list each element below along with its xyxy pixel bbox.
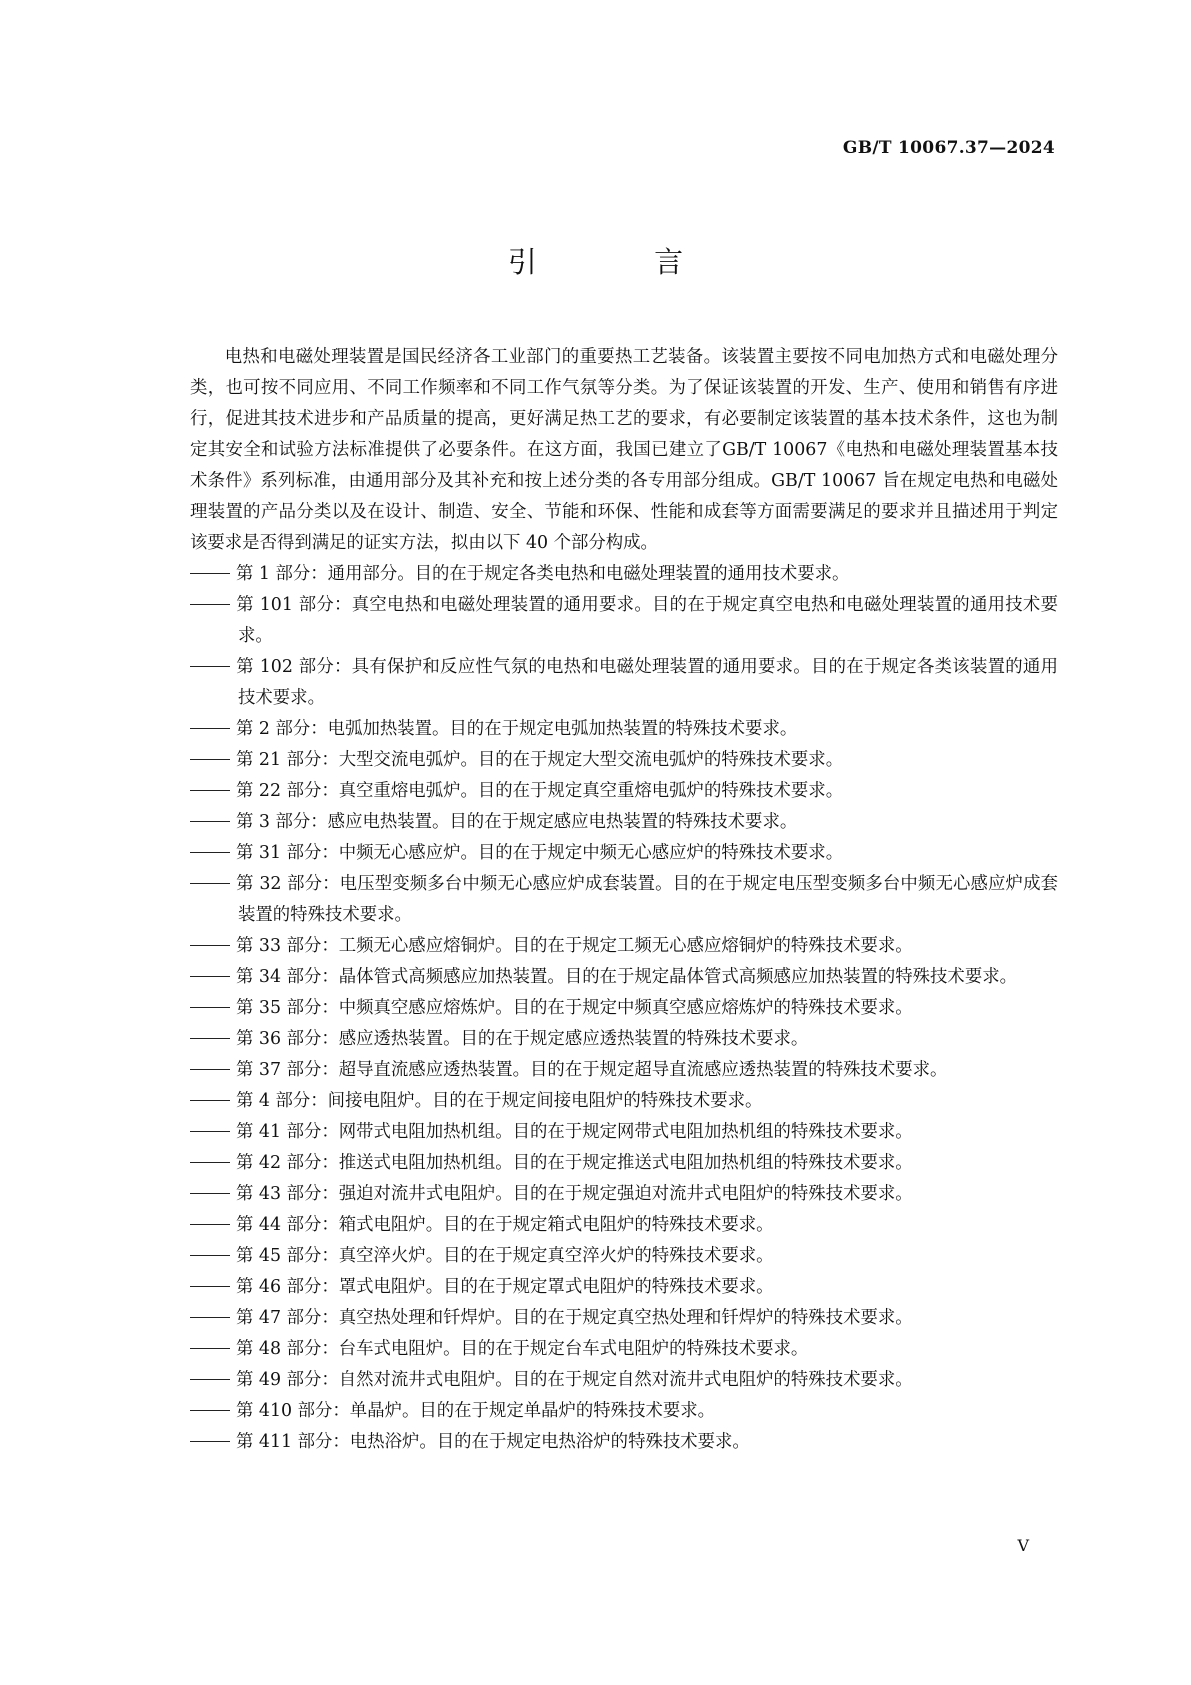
intro-paragraph: 电热和电磁处理装置是国民经济各工业部门的重要热工艺装备。该装置主要按不同电加热方式和电磁处理分类，也可按不同应用、不同工作频率和不同工作气氛等分类。为了保证该装置的开发、生产、使用和销售有序进行，促进其技术进步和产品质量的提高，更好满足热工艺的要求，有必要制定该装置的基本技术条件，这也为制定其安全和试验方法标准提供了必要条件。在这方面，我国已建立了GB/T 10067《电热和电磁处理装置基本技术条件》系列标准，由通用部分及其补充和按上述分类的各专用部分组成。GB/T 10067 旨在规定电热和电磁处理装置的产品分类以及在设计、制造、安全、节能和环保、性能和成套等方面需要满足的要求并且描述用于判定该要求是否得到满足的证实方法，拟由以下 40 个部分构成。 <box>190 347 1058 553</box>
em-dash <box>190 945 230 946</box>
em-dash <box>190 1286 230 1287</box>
list-item-text: 第 31 部分：中频无心感应炉。目的在于规定中频无心感应炉的特殊技术要求。 <box>236 843 844 863</box>
em-dash <box>190 852 230 853</box>
list-item-text: 第 41 部分：网带式电阻加热机组。目的在于规定网带式电阻加热机组的特殊技术要求。 <box>236 1122 913 1142</box>
list-item-text: 第 411 部分：电热浴炉。目的在于规定电热浴炉的特殊技术要求。 <box>236 1432 750 1452</box>
em-dash <box>190 1410 230 1411</box>
list-item-text: 第 3 部分：感应电热装置。目的在于规定感应电热装置的特殊技术要求。 <box>236 812 798 832</box>
list-item <box>190 745 1058 776</box>
list-item-text: 第 42 部分：推送式电阻加热机组。目的在于规定推送式电阻加热机组的特殊技术要求。 <box>236 1153 913 1173</box>
list-item-text: 第 46 部分：罩式电阻炉。目的在于规定罩式电阻炉的特殊技术要求。 <box>236 1277 774 1297</box>
list-item-text: 第 1 部分：通用部分。目的在于规定各类电热和电磁处理装置的通用技术要求。 <box>236 564 850 584</box>
list-item <box>190 1303 1058 1334</box>
em-dash <box>190 728 230 729</box>
em-dash <box>190 1069 230 1070</box>
list-item-text: 第 101 部分：真空电热和电磁处理装置的通用要求。目的在于规定真空电热和电磁处理装置的通用技术要求。 <box>236 595 1058 646</box>
list-item <box>190 1055 1058 1086</box>
em-dash <box>190 1317 230 1318</box>
list-item-text: 第 410 部分：单晶炉。目的在于规定单晶炉的特殊技术要求。 <box>236 1401 716 1421</box>
list-item <box>190 1334 1058 1365</box>
em-dash <box>190 821 230 822</box>
em-dash <box>190 1038 230 1039</box>
list-item <box>190 1427 1058 1458</box>
list-item <box>190 1210 1058 1241</box>
list-item <box>190 1117 1058 1148</box>
em-dash <box>190 1441 230 1442</box>
list-item <box>190 869 1058 931</box>
list-item-text: 第 45 部分：真空淬火炉。目的在于规定真空淬火炉的特殊技术要求。 <box>236 1246 774 1266</box>
em-dash <box>190 1224 230 1225</box>
list-item <box>190 776 1058 807</box>
em-dash <box>190 1007 230 1008</box>
list-item-text: 第 44 部分：箱式电阻炉。目的在于规定箱式电阻炉的特殊技术要求。 <box>236 1215 774 1235</box>
list-item <box>190 1179 1058 1210</box>
em-dash <box>190 1131 230 1132</box>
list-item-text: 第 33 部分：工频无心感应熔铜炉。目的在于规定工频无心感应熔铜炉的特殊技术要求。 <box>236 936 913 956</box>
list-item-text: 第 35 部分：中频真空感应熔炼炉。目的在于规定中频真空感应熔炼炉的特殊技术要求。 <box>236 998 913 1018</box>
list-item-text: 第 22 部分：真空重熔电弧炉。目的在于规定真空重熔电弧炉的特殊技术要求。 <box>236 781 844 801</box>
list-item-text: 第 34 部分：晶体管式高频感应加热装置。目的在于规定晶体管式高频感应加热装置的特殊技术要求。 <box>236 967 1017 987</box>
parts-list <box>190 559 1058 1458</box>
list-item-text: 第 37 部分：超导直流感应透热装置。目的在于规定超导直流感应透热装置的特殊技术要求。 <box>236 1060 948 1080</box>
em-dash <box>190 759 230 760</box>
em-dash <box>190 604 230 605</box>
list-item <box>190 1272 1058 1303</box>
list-item <box>190 838 1058 869</box>
list-item-text: 第 36 部分：感应透热装置。目的在于规定感应透热装置的特殊技术要求。 <box>236 1029 809 1049</box>
list-item <box>190 1086 1058 1117</box>
list-item <box>190 1365 1058 1396</box>
list-item-text: 第 21 部分：大型交流电弧炉。目的在于规定大型交流电弧炉的特殊技术要求。 <box>236 750 844 770</box>
list-item-text: 第 32 部分：电压型变频多台中频无心感应炉成套装置。目的在于规定电压型变频多台中频无心感应炉成套装置的特殊技术要求。 <box>236 874 1058 925</box>
em-dash <box>190 1348 230 1349</box>
em-dash <box>190 1379 230 1380</box>
standard-code: GB/T 10067.37—2024 <box>842 138 1055 158</box>
list-item <box>190 931 1058 962</box>
em-dash <box>190 1100 230 1101</box>
em-dash <box>190 790 230 791</box>
list-item-text: 第 48 部分：台车式电阻炉。目的在于规定台车式电阻炉的特殊技术要求。 <box>236 1339 809 1359</box>
list-item <box>190 1396 1058 1427</box>
list-item <box>190 714 1058 745</box>
list-item <box>190 1241 1058 1272</box>
em-dash <box>190 1255 230 1256</box>
list-item-text: 第 4 部分：间接电阻炉。目的在于规定间接电阻炉的特殊技术要求。 <box>236 1091 763 1111</box>
list-item <box>190 652 1058 714</box>
page-title: 引 言 <box>507 245 738 279</box>
list-item-text: 第 2 部分：电弧加热装置。目的在于规定电弧加热装置的特殊技术要求。 <box>236 719 798 739</box>
list-item <box>190 807 1058 838</box>
em-dash <box>190 573 230 574</box>
em-dash <box>190 883 230 884</box>
list-item-text: 第 102 部分：具有保护和反应性气氛的电热和电磁处理装置的通用要求。目的在于规定各类该装置的通用技术要求。 <box>236 657 1058 708</box>
document-body <box>190 342 1058 1458</box>
em-dash <box>190 1162 230 1163</box>
em-dash <box>190 976 230 977</box>
em-dash <box>190 666 230 667</box>
em-dash <box>190 1193 230 1194</box>
list-item <box>190 1148 1058 1179</box>
list-item-text: 第 49 部分：自然对流井式电阻炉。目的在于规定自然对流井式电阻炉的特殊技术要求。 <box>236 1370 913 1390</box>
list-item <box>190 590 1058 652</box>
list-item-text: 第 43 部分：强迫对流井式电阻炉。目的在于规定强迫对流井式电阻炉的特殊技术要求。 <box>236 1184 913 1204</box>
list-item-text: 第 47 部分：真空热处理和钎焊炉。目的在于规定真空热处理和钎焊炉的特殊技术要求。 <box>236 1308 913 1328</box>
list-item <box>190 1024 1058 1055</box>
list-item <box>190 559 1058 590</box>
list-item <box>190 962 1058 993</box>
list-item <box>190 993 1058 1024</box>
page-number: V <box>1017 1536 1029 1555</box>
